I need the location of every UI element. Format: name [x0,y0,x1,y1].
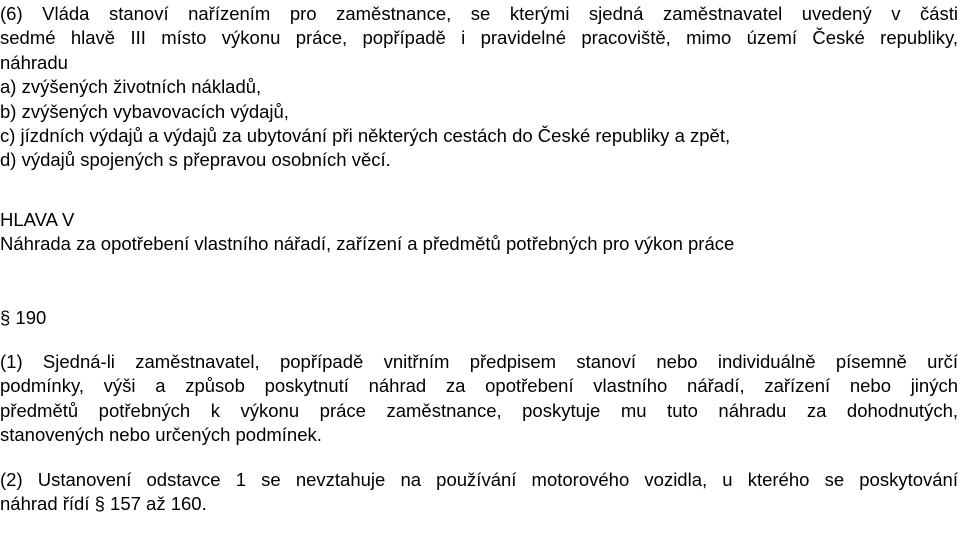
spacer [0,198,958,208]
paragraph-6-line-1: (6) Vláda stanoví nařízením pro zaměstnance, se kterými sjedná zaměstnavatel uvedený v části [0,3,958,24]
paragraph-2-line-2: náhrad řídí § 157 až 160. [0,493,207,515]
paragraph-1-line-3: předmětů potřebných k výkonu práce zaměstnance, poskytuje mu tuto náhradu za dohodnutých, [0,399,958,421]
list-item-d: d) výdajů spojených s přepravou osobních věcí. [0,149,391,171]
paragraph-6 [0,2,958,173]
list-item-a: a) zvýšených životních nákladů, [0,76,262,98]
paragraph-2 [0,468,958,517]
spacer [0,257,958,281]
paragraph-1-line-2: podmínky, výši a způsob poskytnutí náhrad za opotřebení vlastního nářadí, zařízení nebo jiných [0,375,958,397]
paragraph-2-line-1: (2) Ustanovení odstavce 1 se nevztahuje na používání motorového vozidla, u kterého se poskytování [0,468,958,490]
spacer [0,173,958,198]
list-item-b: b) zvýšených vybavovacích výdajů, [0,100,289,122]
chapter-title: Náhrada za opotřebení vlastního nářadí, zařízení a předmětů potřebných pro výkon práce [0,233,735,255]
paragraph-1-line-4: stanovených nebo určených podmínek. [0,424,322,446]
section-number-text: § 190 [0,306,47,328]
spacer [0,458,958,468]
paragraph-6-line-3: náhradu [0,51,68,73]
section-number [0,306,958,330]
spacer [0,448,958,458]
list-item-c: c) jízdních výdajů a výdajů za ubytování při některých cestách do České republiky a zpět, [0,125,731,147]
paragraph-1-line-1: (1) Sjedná-li zaměstnavatel, popřípadě vnitřním předpisem stanoví nebo individuálně písemně určí [0,351,958,373]
spacer [0,330,958,350]
paragraph-1 [0,350,958,448]
chapter-heading [0,208,958,257]
paragraph-6-line-2: sedmé hlavě III místo výkonu práce, popřípadě i pravidelné pracoviště, mimo území České republiky, [0,27,958,49]
spacer [0,281,958,306]
chapter-label: HLAVA V [0,208,75,230]
